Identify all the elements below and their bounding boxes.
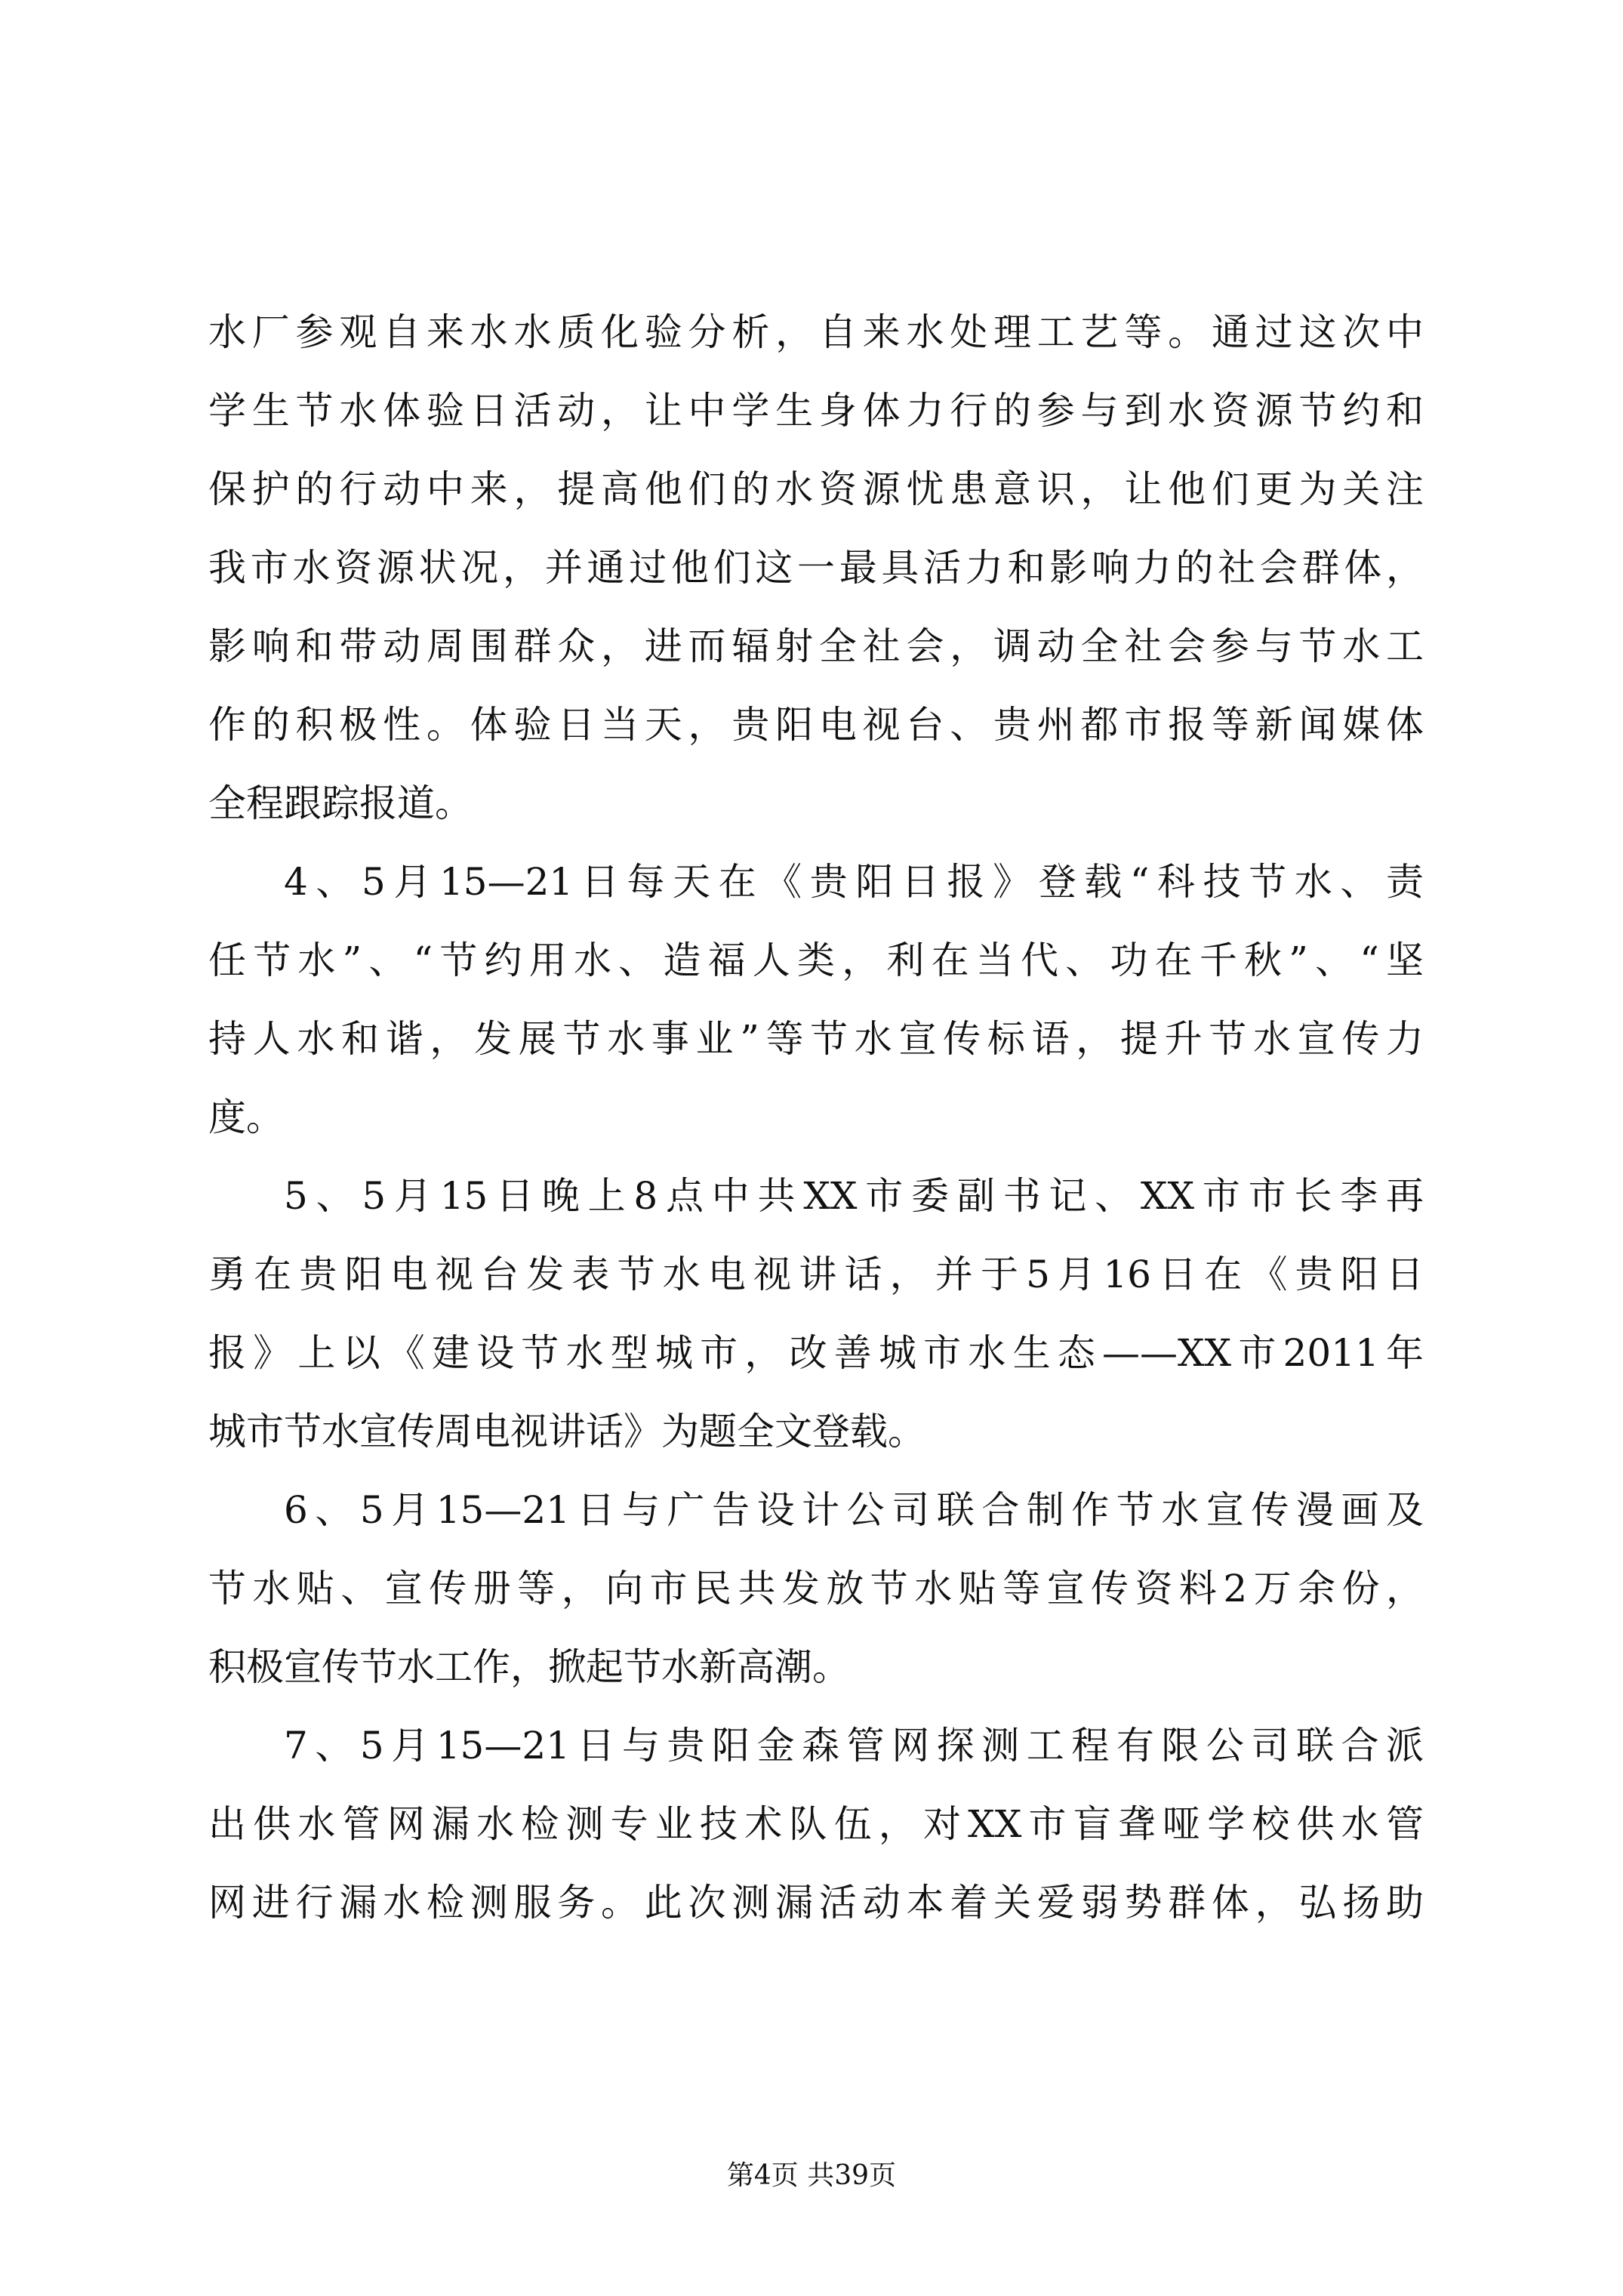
paragraph [208,843,1424,1157]
text-line: 作的积极性。体验日当天，贵阳电视台、贵州都市报等新闻媒体 [208,703,1424,747]
text-line: 度。 [208,1096,284,1139]
text-line: 持人水和谐，发展节水事业”等节水宣传标语，提升节水宣传力 [208,1017,1424,1061]
paragraph [208,1471,1424,1706]
text-line: 网进行漏水检测服务。此次测漏活动本着关爱弱势群体，弘扬助 [208,1881,1424,1925]
text-line: 保护的行动中来，提高他们的水资源忧患意识，让他们更为关注 [208,467,1424,511]
text-line: 水厂参观自来水水质化验分析，自来水处理工艺等。通过这次中 [208,310,1424,354]
document-body [208,293,1424,1942]
paragraph [208,1706,1424,1942]
text-line: 报》上以《建设节水型城市，改善城市水生态——XX市2011年 [208,1331,1424,1375]
page-number-label: 第4页 共39页 [726,2160,897,2191]
text-line: 我市水资源状况，并通过他们这一最具活力和影响力的社会群体， [208,546,1424,590]
paragraph [208,293,1424,843]
text-line: 出供水管网漏水检测专业技术队伍，对XX市盲聋哑学校供水管 [208,1802,1424,1846]
text-line: 影响和带动周围群众，进而辐射全社会，调动全社会参与节水工 [208,624,1424,668]
text-line: 学生节水体验日活动，让中学生身体力行的参与到水资源节约和 [208,389,1424,433]
text-line: 城市节水宣传周电视讲话》为题全文登载。 [208,1410,925,1453]
text-line: 积极宣传节水工作，掀起节水新高潮。 [208,1645,850,1689]
text-line: 节水贴、宣传册等，向市民共发放节水贴等宣传资料2万余份， [208,1567,1424,1610]
text-line: 7、5月15—21日与贵阳金森管网探测工程有限公司联合派 [284,1724,1424,1767]
text-line: 勇在贵阳电视台发表节水电视讲话，并于5月16日在《贵阳日 [208,1253,1424,1296]
text-line: 全程跟踪报道。 [208,781,473,825]
paragraph [208,1157,1424,1471]
page-footer [0,2159,1623,2193]
text-line: 任节水”、“节约用水、造福人类，利在当代、功在千秋”、“坚 [208,938,1424,982]
text-line: 6、5月15—21日与广告设计公司联合制作节水宣传漫画及 [284,1488,1424,1532]
text-line: 5、5月15日晚上8点中共XX市委副书记、XX市市长李再 [284,1174,1424,1218]
text-line: 4、5月15—21日每天在《贵阳日报》登载“科技节水、责 [284,860,1424,904]
